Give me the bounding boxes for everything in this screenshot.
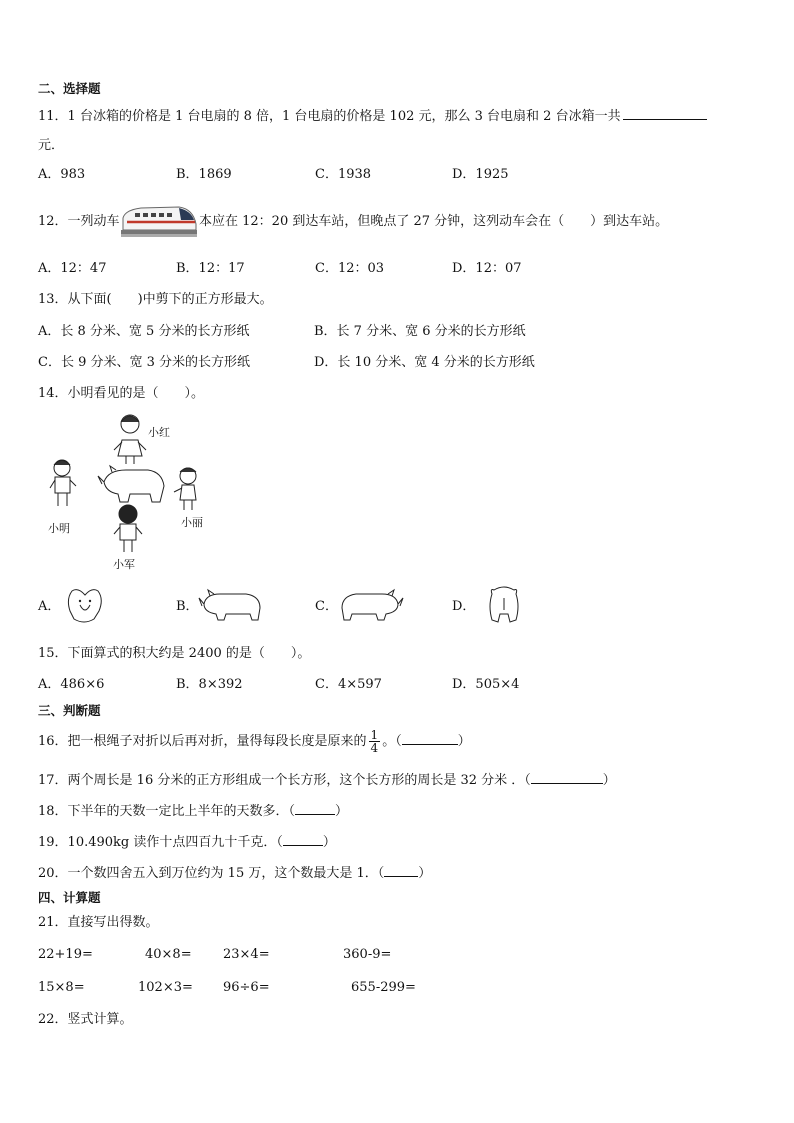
- question-19: 19．10.490kg 读作十点四百九十千克．（ ）: [38, 832, 336, 852]
- question-11-tail: 元．: [38, 138, 65, 153]
- answer-blank[interactable]: [384, 863, 418, 877]
- option-a[interactable]: A．983: [38, 167, 86, 182]
- option-c[interactable]: C．长 9 分米、宽 3 分米的长方形纸: [38, 355, 251, 370]
- label-xiaoming: 小明: [48, 522, 70, 535]
- calc-item[interactable]: 102×3=: [138, 980, 193, 995]
- option-b[interactable]: B．1869: [176, 167, 232, 182]
- option-c[interactable]: C．1938: [315, 167, 372, 182]
- option-a[interactable]: A．长 8 分米、宽 5 分米的长方形纸: [38, 324, 250, 339]
- rhino-icon: [98, 466, 164, 502]
- rhino-side-right-icon: [338, 588, 404, 624]
- girl-xiaohong-icon: [114, 415, 146, 464]
- option-a[interactable]: A．486×6: [38, 677, 105, 692]
- question-13: 13．从下面( )中剪下的正方形最大。: [38, 292, 273, 307]
- question-11: [38, 106, 707, 126]
- question-12-post: 本应在 12：20 到达车站，但晚点了 27 分钟，这列动车会在（ ）到达车站。: [199, 214, 669, 229]
- label-xiaohong: 小红: [148, 426, 170, 439]
- option-d[interactable]: D．长 10 分米、宽 4 分米的长方形纸: [314, 355, 535, 370]
- question-17: 17．两个周长是 16 分米的正方形组成一个长方形，这个长方形的周长是 32 分米 ．（ ）: [38, 770, 616, 790]
- fraction: $\frac{1}{4}$: [370, 728, 379, 755]
- answer-blank[interactable]: [295, 801, 335, 815]
- question-12-pre: 12．一列动车: [38, 214, 120, 229]
- girl-xiaoli-icon: [174, 468, 196, 510]
- option-c[interactable]: C．12：03: [315, 261, 385, 276]
- rhino-back-view-icon: [486, 584, 522, 626]
- calc-item[interactable]: 40×8=: [145, 947, 192, 962]
- option-c[interactable]: C．4×597: [315, 677, 382, 692]
- calc-item[interactable]: 22+19=: [38, 947, 93, 962]
- option-d[interactable]: D．1925: [452, 167, 509, 182]
- option-c[interactable]: C．: [315, 599, 338, 614]
- option-a[interactable]: A．: [38, 599, 61, 614]
- section-heading-calc: 四、计算题: [38, 890, 101, 905]
- rhino-side-left-icon: [198, 588, 264, 624]
- label-xiaoli: 小丽: [181, 516, 203, 529]
- calc-item[interactable]: 96÷6=: [223, 980, 270, 995]
- boy-xiaojun-icon: [114, 505, 142, 552]
- rhino-front-view-icon: [64, 585, 106, 625]
- answer-blank[interactable]: [402, 731, 458, 745]
- question-15: 15．下面算式的积大约是 2400 的是（ ）。: [38, 646, 311, 661]
- answer-blank[interactable]: [623, 106, 707, 120]
- section-heading-judge: 三、判断题: [38, 703, 101, 718]
- question-22: 22．竖式计算。: [38, 1012, 133, 1027]
- train-image: [121, 200, 197, 240]
- answer-blank[interactable]: [531, 770, 603, 784]
- option-a[interactable]: A．12：47: [38, 261, 107, 276]
- scene-figure: [44, 410, 204, 570]
- question-21: 21．直接写出得数。: [38, 915, 159, 930]
- option-b[interactable]: B．8×392: [176, 677, 243, 692]
- option-d[interactable]: D．505×4: [452, 677, 520, 692]
- question-11-text: 11．1 台冰箱的价格是 1 台电扇的 8 倍，1 台电扇的价格是 102 元，那么 3 台电扇和 2 台冰箱一共: [38, 109, 621, 124]
- question-18: 18．下半年的天数一定比上半年的天数多．（ ）: [38, 801, 348, 821]
- calc-item[interactable]: 360-9=: [343, 947, 392, 962]
- calc-item[interactable]: 655-299=: [351, 980, 416, 995]
- option-d[interactable]: D．: [452, 599, 476, 614]
- option-b[interactable]: B．12：17: [176, 261, 245, 276]
- label-xiaojun: 小军: [113, 558, 135, 571]
- question-14: 14．小明看见的是（ ）。: [38, 386, 205, 401]
- option-b[interactable]: B．长 7 分米、宽 6 分米的长方形纸: [314, 324, 526, 339]
- calc-item[interactable]: 15×8=: [38, 980, 85, 995]
- section-heading-choice: 二、选择题: [38, 81, 101, 96]
- option-b[interactable]: B．: [176, 599, 199, 614]
- option-d[interactable]: D．12：07: [452, 261, 522, 276]
- answer-blank[interactable]: [283, 832, 323, 846]
- boy-xiaoming-icon: [50, 460, 76, 506]
- question-20: 20．一个数四舍五入到万位约为 15 万，这个数最大是 1．（ ）: [38, 863, 431, 883]
- calc-item[interactable]: 23×4=: [223, 947, 270, 962]
- question-16: 16．把一根绳子对折以后再对折，量得每段长度是原来的 $\frac{1}{4}$ 。（ ）: [38, 728, 471, 755]
